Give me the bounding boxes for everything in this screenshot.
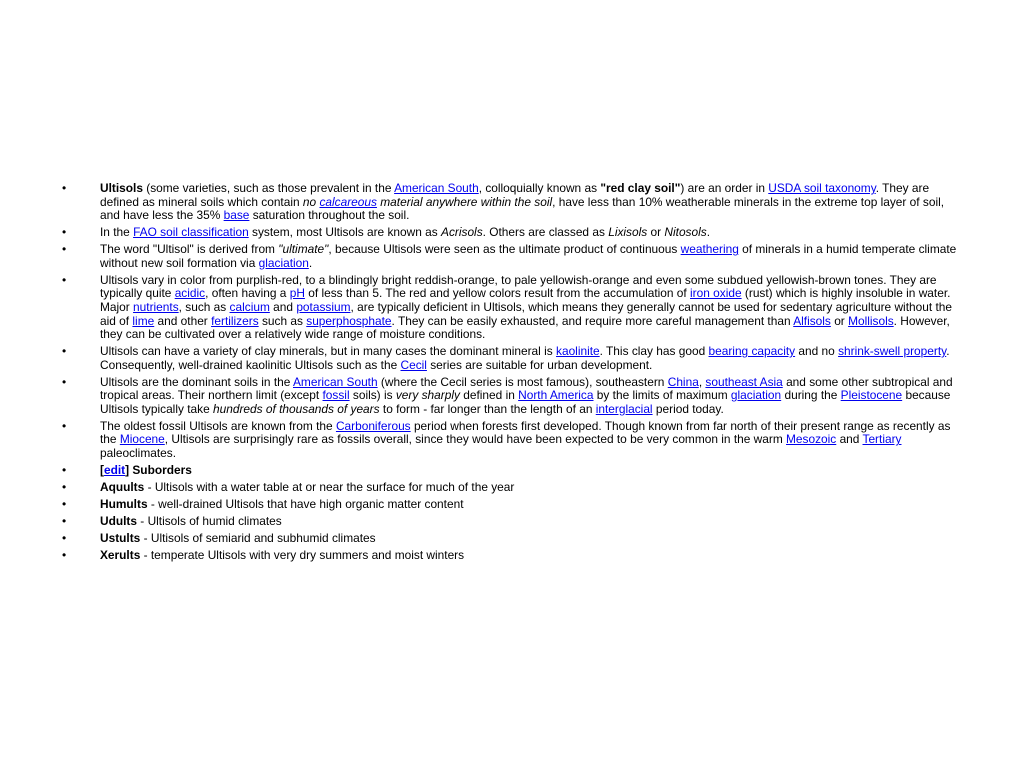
wiki-link[interactable]: lime <box>132 313 155 328</box>
wiki-link[interactable]: Alfisols <box>793 313 831 328</box>
text-run: (rust) which is highly insoluble in water. Major <box>100 286 951 314</box>
bullet-item <box>62 532 960 546</box>
wiki-link[interactable]: acidic <box>174 286 206 301</box>
text-run: Nitosols <box>664 225 707 240</box>
text-run: and other <box>154 313 212 328</box>
text-run: Acrisols <box>441 225 483 240</box>
text-run: - temperate Ultisols with very dry summers and moist winters <box>140 547 465 562</box>
bullet-item <box>62 549 960 563</box>
text-run: , because Ultisols were seen as the ultimate product of continuous <box>328 242 681 257</box>
wiki-link[interactable]: Tertiary <box>862 432 902 447</box>
text-run: . <box>706 225 711 240</box>
text-run: series are suitable for urban development. <box>426 357 653 372</box>
bullet-item <box>62 464 960 478</box>
wiki-link[interactable]: weathering <box>680 242 739 257</box>
bullet-item <box>62 376 960 417</box>
text-run: of minerals in a humid temperate climate without new soil formation via <box>100 242 957 270</box>
bullet-item <box>62 182 960 223</box>
text-run: system, most Ultisols are known as <box>248 225 442 240</box>
text-run: "red clay soil" <box>600 181 681 195</box>
text-run: . However, they can be cultivated over a relatively wide range of moisture conditions. <box>100 313 950 342</box>
text-run: and <box>836 432 863 447</box>
text-run: to form - far longer than the length of an <box>379 401 596 416</box>
text-run: The oldest fossil Ultisols are known from the <box>100 418 336 433</box>
wiki-link[interactable]: Mesozoic <box>786 432 837 447</box>
text-run: In the <box>100 225 134 240</box>
text-run: or <box>647 225 665 240</box>
text-run: and some other subtropical and tropical areas. Their northern limit (except <box>100 374 953 403</box>
text-run: "ultimate" <box>278 242 329 257</box>
text-run: and no <box>795 344 839 359</box>
wiki-link[interactable]: fertilizers <box>211 313 259 328</box>
wiki-link[interactable]: USDA soil taxonomy <box>768 181 876 195</box>
text-run: Ultisols are the dominant soils in the <box>100 374 293 389</box>
text-run: - well-drained Ultisols that have high organic matter content <box>147 496 464 511</box>
bullet-item <box>62 515 960 529</box>
wiki-link[interactable]: glaciation <box>258 255 309 270</box>
text-run: , often having a <box>205 286 290 301</box>
wiki-link[interactable]: bearing capacity <box>708 344 796 359</box>
text-run: ) are an order in <box>680 181 769 195</box>
wiki-link[interactable]: base <box>223 208 250 223</box>
text-run: - Ultisols with a water table at or near the surface for much of the year <box>144 480 515 494</box>
text-run: saturation throughout the soil. <box>249 208 410 223</box>
text-run: ] Suborders <box>125 463 192 478</box>
bullet-item <box>62 345 960 372</box>
wiki-link[interactable]: edit <box>103 463 126 478</box>
text-run: . This clay has good <box>599 344 709 359</box>
bullet-item <box>62 226 960 240</box>
text-run: such as <box>258 313 307 328</box>
wiki-link[interactable]: calcium <box>229 299 270 314</box>
text-run: , are typically deficient in Ultisols, which means they generally cannot be used for sedentary agriculture without the aid of <box>100 299 952 328</box>
text-run: The word "Ultisol" is derived from <box>100 242 279 257</box>
text-run: because Ultisols typically take <box>100 388 951 416</box>
text-run: no <box>302 194 320 209</box>
text-run: [ <box>100 463 104 478</box>
text-run: , <box>698 374 706 389</box>
wiki-link[interactable]: Carboniferous <box>335 418 411 433</box>
text-run: material anywhere within the soil <box>376 194 553 209</box>
text-run: . <box>308 255 313 270</box>
wiki-link[interactable]: southeast Asia <box>705 374 783 389</box>
wiki-link[interactable]: Miocene <box>119 432 165 447</box>
text-run: very sharply <box>395 388 460 403</box>
bullet-item <box>62 498 960 512</box>
text-run: - Ultisols of humid climates <box>137 513 282 528</box>
wiki-link[interactable]: glaciation <box>730 388 782 403</box>
wiki-link[interactable]: superphosphate <box>306 313 392 328</box>
text-run: Lixisols <box>608 225 648 240</box>
text-run: Xerults <box>100 547 141 562</box>
text-run: during the <box>781 388 841 403</box>
wiki-link[interactable]: China <box>667 374 699 389</box>
text-run: (some varieties, such as those prevalent in the <box>142 181 395 195</box>
text-run: period when forests first developed. Though known from far north of their present range as recently as the <box>100 418 951 447</box>
bullet-item <box>62 274 960 342</box>
bullet-item <box>62 243 960 270</box>
wiki-link[interactable]: Cecil <box>400 357 427 372</box>
text-run: , such as <box>178 299 230 314</box>
bullet-item <box>62 420 960 461</box>
bullet-item <box>62 481 960 495</box>
wiki-link[interactable]: shrink-swell property <box>838 344 947 359</box>
wiki-link[interactable]: Pleistocene <box>840 388 903 403</box>
wiki-link[interactable]: potassium <box>296 299 351 314</box>
text-run: , Ultisols are surprisingly rare as fossils overall, since they would have been expected to be very common in the warm <box>164 432 787 447</box>
wiki-link[interactable]: interglacial <box>595 401 653 416</box>
wiki-link[interactable]: FAO soil classification <box>133 225 249 240</box>
text-run: paleoclimates. <box>100 446 177 461</box>
text-run: . They can be easily exhausted, and require more careful management than <box>391 313 794 328</box>
text-run: Ustults <box>100 530 141 545</box>
wiki-link[interactable]: nutrients <box>133 299 179 314</box>
text-run: by the limits of maximum <box>593 388 731 403</box>
text-run: and <box>269 299 297 314</box>
text-run: , colloquially known as <box>478 181 601 195</box>
text-run: Aquults <box>100 480 145 494</box>
text-run: Ultisols can have a variety of clay minerals, but in many cases the dominant mineral is <box>100 344 557 359</box>
wiki-link[interactable]: North America <box>518 388 594 403</box>
text-run: , have less than 10% weatherable minerals in the extreme top layer of soil, and have less the 35% <box>100 194 945 223</box>
text-run: Ultisols <box>100 181 143 195</box>
text-run: Humults <box>100 496 148 511</box>
text-run: defined in <box>459 388 519 403</box>
text-run: of less than 5. The red and yellow colors result from the accumulation of <box>304 286 691 301</box>
bullet-list <box>62 182 960 566</box>
text-run: . They are defined as mineral soils which contain <box>100 181 930 209</box>
wiki-link[interactable]: calcareous <box>319 194 377 209</box>
wiki-link[interactable]: iron oxide <box>690 286 742 301</box>
text-run: period today. <box>652 401 724 416</box>
text-run: Ultisols vary in color from purplish-red, to a blindingly bright reddish-orange, to pale yellowish-orange and even some subdued yellowish-brown tones. They are typically quite <box>100 272 937 301</box>
text-run: Udults <box>100 513 137 528</box>
text-run: or <box>830 313 849 328</box>
text-run: soils) is <box>349 388 396 403</box>
wiki-link[interactable]: fossil <box>322 388 350 403</box>
text-run: . Consequently, well-drained kaolinitic Ultisols such as the <box>100 344 950 372</box>
text-run: (where the Cecil series is most famous), southeastern <box>377 374 668 389</box>
text-run: hundreds of thousands of years <box>213 401 380 416</box>
text-run: - Ultisols of semiarid and subhumid climates <box>140 530 376 545</box>
wiki-link[interactable]: Mollisols <box>848 313 894 328</box>
wiki-link[interactable]: pH <box>289 286 305 301</box>
wiki-link[interactable]: kaolinite <box>556 344 600 359</box>
wiki-link[interactable]: American South <box>293 374 378 389</box>
wiki-link[interactable]: American South <box>394 181 479 195</box>
text-run: . Others are classed as <box>482 225 609 240</box>
